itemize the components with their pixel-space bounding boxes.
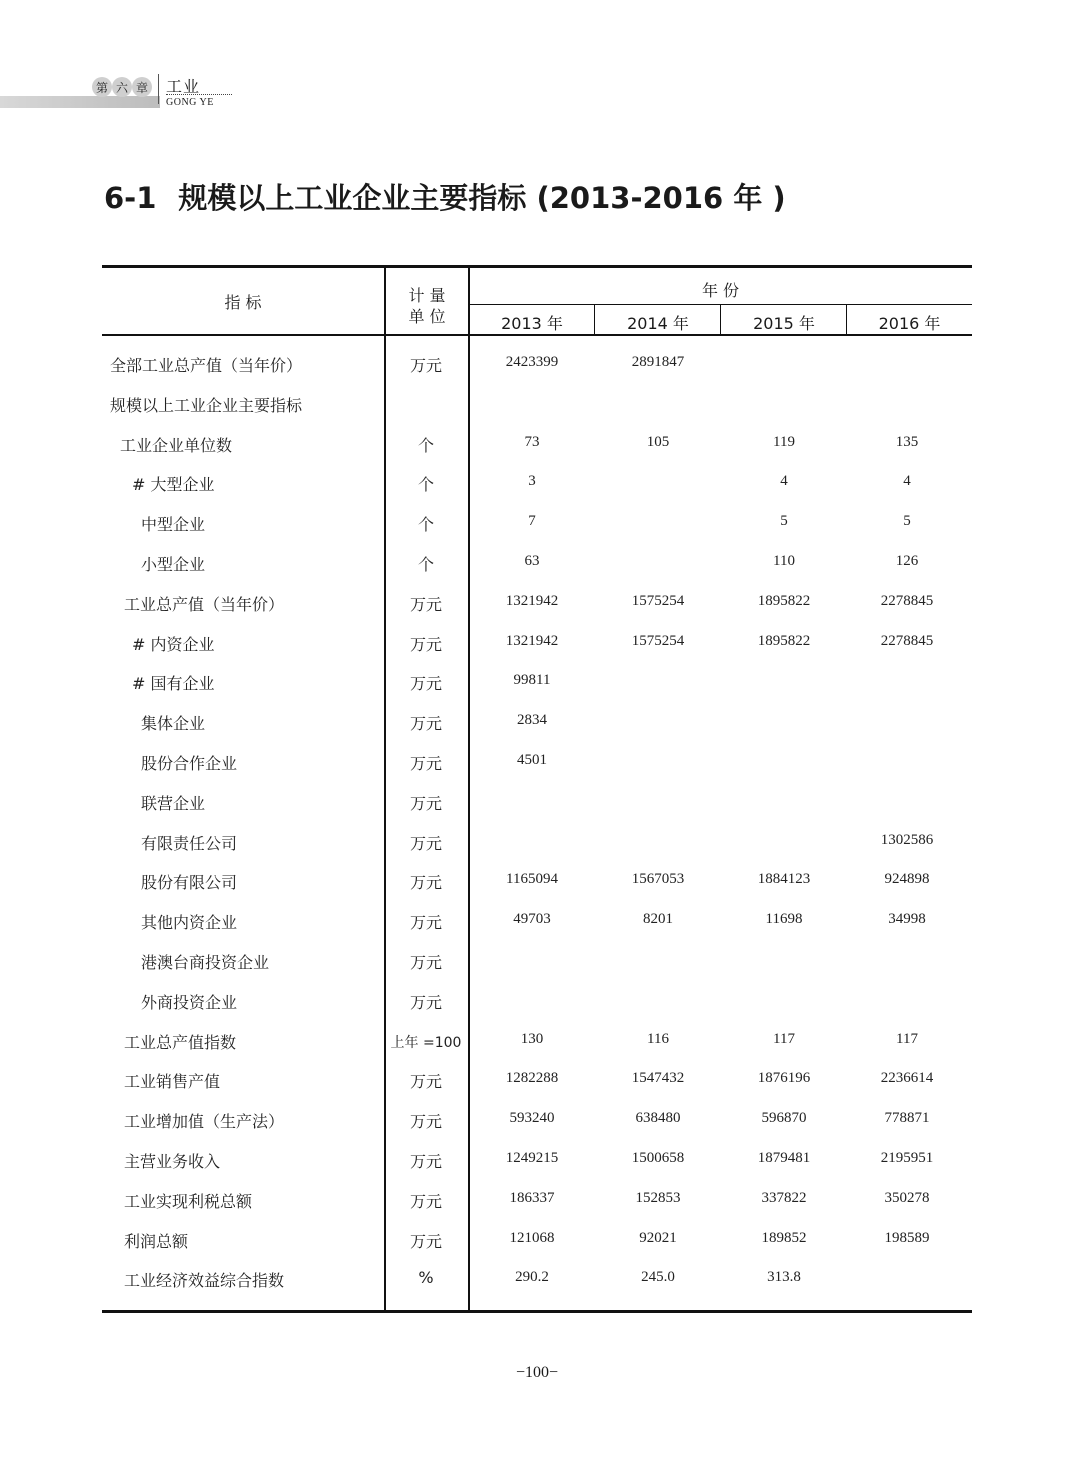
row-label: # 大型企业: [132, 475, 215, 495]
row-unit: 万元: [409, 753, 442, 773]
chapter-char: 第: [92, 77, 112, 97]
cell-2014: 1575254: [631, 592, 685, 609]
table-row: [102, 663, 972, 703]
cell-2013: 99811: [513, 672, 551, 689]
cell-2013: 593240: [509, 1110, 555, 1127]
row-label: 联营企业: [141, 793, 206, 813]
row-label: 利润总额: [124, 1231, 189, 1251]
cell-2015: 1884123: [757, 871, 811, 888]
row-unit: 万元: [409, 674, 442, 694]
cell-2016: 34998: [888, 911, 926, 928]
row-unit: 万元: [409, 714, 442, 734]
cell-2016: 924898: [884, 871, 930, 888]
cell-2016: 126: [895, 552, 919, 569]
row-label: 股份有限公司: [141, 873, 238, 893]
table-header-rule: [102, 334, 972, 336]
row-label: 工业企业单位数: [120, 435, 233, 455]
cell-2015: 337822: [761, 1189, 807, 1206]
row-label: # 国有企业: [132, 674, 215, 694]
cell-2013: 1165094: [506, 871, 558, 888]
cell-2015: 119: [773, 433, 795, 450]
cell-2014: 92021: [639, 1229, 677, 1246]
row-label: 工业实现利税总额: [124, 1191, 253, 1211]
row-label: 工业经济效益综合指数: [124, 1271, 285, 1291]
table-row: [102, 1101, 972, 1141]
cell-2014: 1500658: [631, 1149, 685, 1166]
header-divider: [158, 74, 159, 104]
cell-2016: 778871: [884, 1110, 930, 1127]
row-unit: 万元: [409, 356, 442, 375]
chapter-char: 六: [112, 77, 132, 97]
row-unit: %: [418, 1268, 434, 1288]
cell-2016: 2278845: [880, 632, 934, 649]
cell-2015: 189852: [761, 1229, 807, 1246]
cell-2014: 1567053: [631, 871, 685, 888]
chapter-title: 工业: [166, 77, 201, 96]
chapter-subtitle: GONG YE: [166, 97, 214, 108]
cell-2013: 2834: [517, 712, 547, 729]
cell-2014: 105: [646, 433, 670, 450]
table-title: 规模以上工业企业主要指标 (2013-2016 年 ): [178, 181, 786, 215]
row-label: 集体企业: [141, 714, 206, 734]
cell-2014: 1547432: [631, 1070, 685, 1087]
row-label: 有限责任公司: [141, 833, 238, 853]
cell-2015: 11698: [765, 911, 803, 928]
table-row: [102, 1061, 972, 1101]
row-unit: 万元: [409, 873, 442, 893]
column-header-years: 年 份: [701, 281, 740, 300]
cell-2013: 130: [520, 1030, 544, 1047]
cell-2016: 2236614: [880, 1070, 934, 1087]
cell-2016: 135: [895, 433, 919, 450]
table-number: 6-1: [104, 181, 157, 215]
header-dotted-rule: [166, 94, 232, 95]
row-unit: 万元: [409, 793, 442, 813]
cell-2016: 198589: [884, 1229, 930, 1246]
row-label: 工业总产值指数: [124, 1032, 237, 1052]
table-row: [102, 1221, 972, 1261]
row-unit: 万元: [409, 1151, 442, 1171]
cell-2016: 350278: [884, 1189, 930, 1206]
cell-2016: 5: [903, 513, 911, 530]
table-row: [102, 504, 972, 544]
page-title: [104, 176, 786, 217]
row-unit: 万元: [409, 833, 442, 853]
column-header-unit-line2: 单 位: [408, 307, 446, 326]
row-label: 中型企业: [141, 515, 206, 535]
cell-2014: 116: [647, 1030, 669, 1047]
table-row: [102, 1022, 972, 1062]
cell-2013: 3: [528, 473, 536, 490]
chapter-badge: [92, 76, 152, 98]
cell-2014: 8201: [643, 911, 673, 928]
cell-2015: 1895822: [757, 632, 811, 649]
cell-2013: 7: [528, 513, 536, 530]
row-unit: 个: [417, 515, 434, 535]
cell-2013: 1282288: [505, 1070, 559, 1087]
table-row: [102, 862, 972, 902]
cell-2014: 245.0: [641, 1269, 675, 1286]
table-row: [102, 902, 972, 942]
row-label: # 内资企业: [132, 634, 215, 654]
cell-2013: 73: [524, 433, 540, 450]
table-row: [102, 544, 972, 584]
row-label: 港澳台商投资企业: [141, 952, 270, 972]
table-row: [102, 1260, 972, 1300]
row-label: 工业增加值（生产法）: [124, 1112, 285, 1132]
cell-2015: 117: [773, 1030, 795, 1047]
cell-2015: 5: [780, 513, 788, 530]
cell-2013: 63: [524, 552, 540, 569]
cell-2015: 1876196: [757, 1070, 811, 1087]
cell-2014: 152853: [635, 1189, 681, 1206]
cell-2016: 1302586: [880, 831, 934, 848]
cell-2014: 1575254: [631, 632, 685, 649]
table-row: [102, 464, 972, 504]
cell-2016: 117: [896, 1030, 918, 1047]
table-bottom-rule: [102, 1310, 972, 1313]
table-body: [102, 345, 972, 1300]
row-label: 规模以上工业企业主要指标: [110, 395, 303, 415]
cell-2013: 2423399: [505, 354, 559, 370]
cell-2016: 2195951: [880, 1149, 934, 1166]
table-row: [102, 345, 972, 385]
page-number: −100−: [515, 1364, 559, 1381]
cell-2014: 638480: [635, 1110, 681, 1127]
row-unit: 个: [417, 435, 434, 455]
row-unit: 万元: [409, 594, 442, 614]
row-unit: 万元: [409, 992, 442, 1012]
row-unit: 万元: [409, 952, 442, 972]
cell-2013: 121068: [509, 1229, 555, 1246]
row-label: 工业销售产值: [124, 1072, 221, 1092]
cell-2015: 596870: [761, 1110, 807, 1127]
row-label: 股份合作企业: [141, 753, 238, 773]
row-unit: 万元: [409, 1191, 442, 1211]
table-row: [102, 982, 972, 1022]
year-header: 2016 年: [878, 314, 941, 333]
table-row: [102, 1181, 972, 1221]
row-unit: 万元: [409, 1231, 442, 1251]
chapter-char: 章: [132, 77, 152, 97]
table-row: [102, 425, 972, 465]
cell-2015: 4: [780, 473, 788, 490]
year-header: 2015 年: [753, 314, 815, 333]
row-label: 外商投资企业: [141, 992, 238, 1012]
row-unit: 个: [417, 475, 434, 495]
row-unit: 万元: [409, 1112, 442, 1132]
row-unit: 上年 =100: [390, 1034, 462, 1051]
cell-2013: 1321942: [505, 632, 559, 649]
cell-2015: 1895822: [757, 592, 811, 609]
cell-2013: 49703: [513, 911, 551, 928]
cell-2016: 4: [903, 473, 911, 490]
cell-2015: 110: [773, 552, 795, 569]
table-row: [102, 1141, 972, 1181]
row-unit: 万元: [409, 913, 442, 933]
cell-2014: 2891847: [631, 354, 685, 370]
row-label: 其他内资企业: [141, 913, 238, 933]
cell-2013: 290.2: [515, 1269, 549, 1286]
table-row: [102, 823, 972, 863]
year-header: 2014 年: [627, 314, 689, 333]
table-row: [102, 743, 972, 783]
row-label: 主营业务收入: [124, 1151, 221, 1171]
cell-2013: 4501: [517, 751, 547, 768]
cell-2015: 313.8: [767, 1269, 801, 1286]
row-label: 全部工业总产值（当年价）: [110, 356, 303, 375]
table-row: [102, 942, 972, 982]
table-top-rule: [102, 265, 972, 268]
row-label: 小型企业: [141, 554, 206, 574]
table-row: [102, 624, 972, 664]
cell-2013: 1249215: [505, 1149, 559, 1166]
row-unit: 个: [417, 554, 434, 574]
table-row: [102, 703, 972, 743]
table-row: [102, 385, 972, 425]
table-row: [102, 584, 972, 624]
row-label: 工业总产值（当年价）: [124, 594, 285, 614]
row-unit: 万元: [409, 634, 442, 654]
cell-2015: 1879481: [757, 1149, 811, 1166]
table-row: [102, 783, 972, 823]
cell-2013: 186337: [509, 1189, 555, 1206]
column-header-unit-line1: 计 量: [408, 286, 446, 305]
year-header: 2013 年: [501, 314, 563, 333]
cell-2016: 2278845: [880, 592, 934, 609]
row-unit: 万元: [409, 1072, 442, 1092]
cell-2013: 1321942: [505, 592, 559, 609]
column-header-indicator: 指 标: [224, 293, 262, 312]
